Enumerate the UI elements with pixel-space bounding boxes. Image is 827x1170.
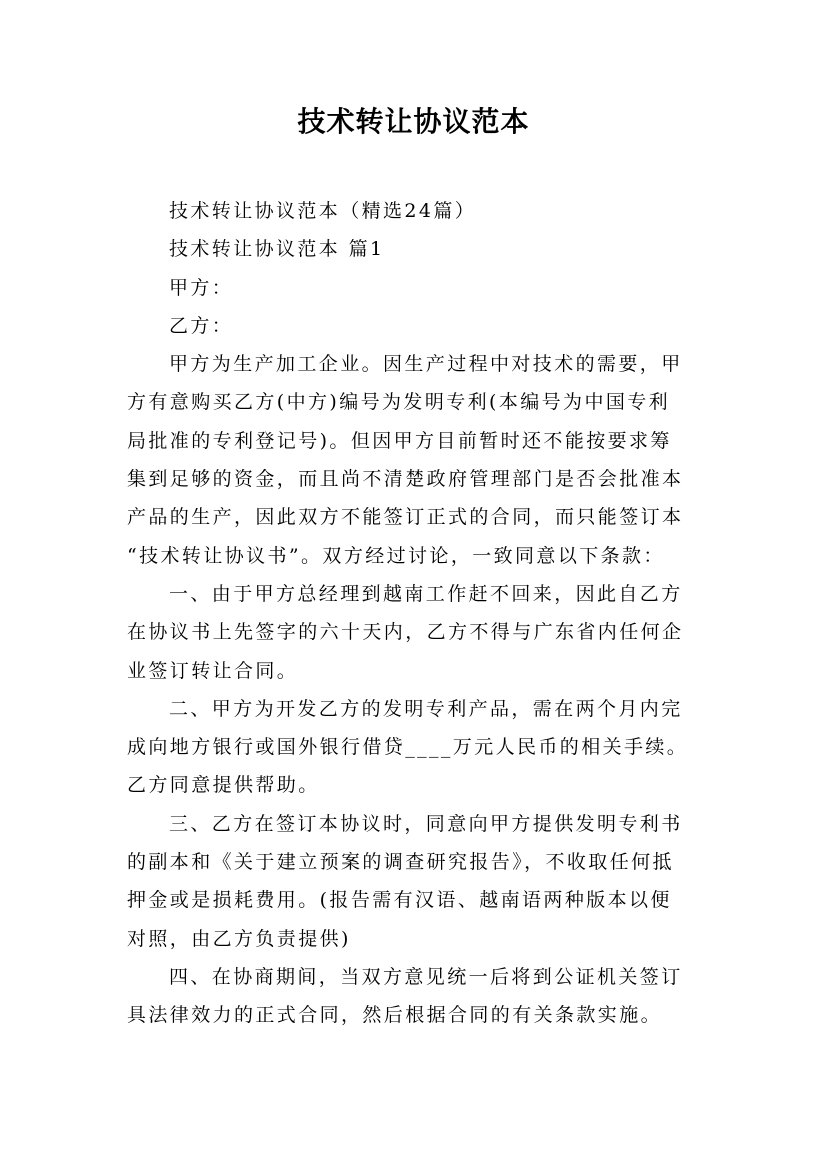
text-line: 二、甲方为开发乙方的发明专利产品，需在两个月内完 [169, 697, 683, 720]
text-line: 一、由于甲方总经理到越南工作赶不回来，因此自乙方 [169, 582, 683, 605]
text-line: 成向地方银行或国外银行借贷____万元人民币的相关手续。 [127, 736, 689, 759]
text-line: 押金或是损耗费用。(报告需有汉语、越南语两种版本以便 [127, 889, 672, 912]
text-line: 甲方为生产加工企业。因生产过程中对技术的需要，甲 [169, 353, 683, 376]
text-line: 技术转让协议范本 篇1 [169, 238, 385, 261]
text-line: 局批准的专利登记号)。但因甲方目前暂时还不能按要求筹 [127, 429, 672, 452]
text-line: 技术转让协议范本（精选24篇） [169, 200, 477, 222]
text-line: 业签订转让合同。 [127, 659, 299, 682]
text-line: “技术转让协议书”。双方经过讨论，一致同意以下条款： [127, 544, 665, 567]
text-line: 乙方： [169, 314, 234, 337]
text-line: 产品的生产，因此双方不能签订正式的合同，而只能签订本 [127, 506, 684, 529]
text-line: 三、乙方在签订本协议时，同意向甲方提供发明专利书 [169, 812, 683, 835]
document-title: 技术转让协议范本 [297, 105, 530, 138]
text-line: 甲方： [169, 276, 234, 299]
text-line: 在协议书上先签字的六十天内，乙方不得与广东省内任何企 [127, 621, 684, 644]
text-line: 对照，由乙方负责提供) [127, 927, 351, 950]
text-line: 具法律效力的正式合同，然后根据合同的有关条款实施。 [127, 1004, 663, 1027]
document-body [127, 192, 717, 1035]
text-line: 乙方同意提供帮助。 [127, 774, 320, 797]
text-line: 的副本和《关于建立预案的调查研究报告》，不收取任何抵 [127, 851, 674, 874]
text-line: 方有意购买乙方(中方)编号为发明专利(本编号为中国专利 [127, 391, 671, 414]
text-line: 集到足够的资金，而且尚不清楚政府管理部门是否会批准本 [127, 468, 684, 491]
text-line: 四、在协商期间，当双方意见统一后将到公证机关签订 [169, 965, 683, 988]
